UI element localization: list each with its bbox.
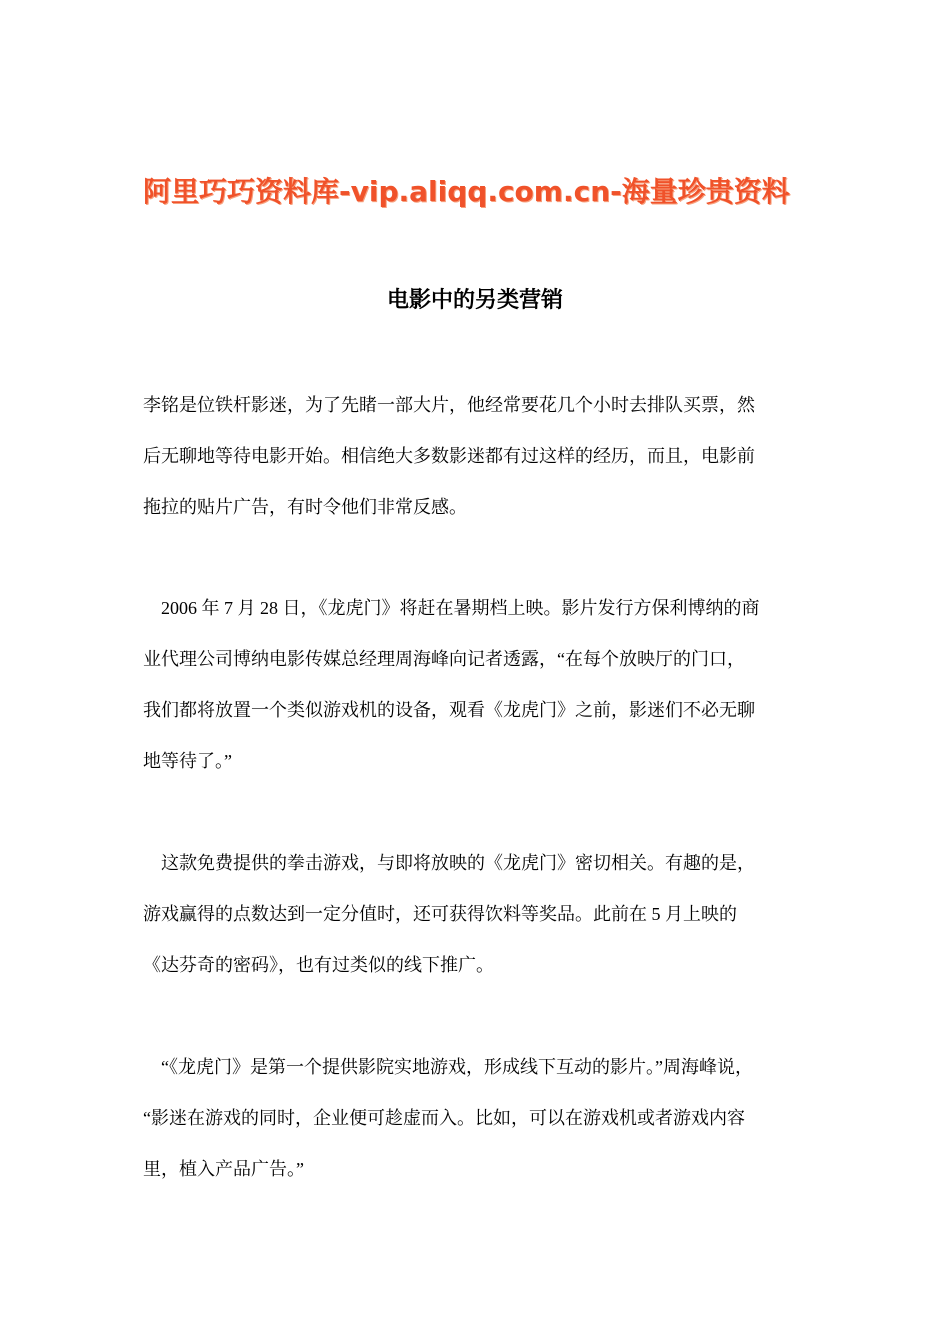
article-title: 电影中的另类营销 (386, 287, 563, 313)
paragraph-1 (143, 380, 833, 533)
paragraph-line: 业代理公司博纳电影传媒总经理周海峰向记者透露，“在每个放映厅的门口， (143, 649, 745, 669)
paragraph-4 (143, 1042, 833, 1195)
watermark-banner: 阿里巧巧资料库-vip.aliqq.com.cn-海量珍贵资料 (143, 175, 790, 208)
paragraph-line: 《达芬奇的密码》，也有过类似的线下推广。 (143, 955, 494, 975)
paragraph-line: 这款免费提供的拳击游戏，与即将放映的《龙虎门》密切相关。有趣的是， (143, 853, 755, 873)
paragraph-line: “影迷在游戏的同时，企业便可趁虚而入。比如，可以在游戏机或者游戏内容 (143, 1108, 745, 1128)
paragraph-3 (143, 838, 833, 991)
paragraph-line: 2006 年 7 月 28 日，《龙虎门》将赶在暑期档上映。影片发行方保利博纳的商 (143, 598, 760, 618)
paragraph-line: 里，植入产品广告。” (143, 1159, 304, 1179)
paragraph-line: 游戏赢得的点数达到一定分值时，还可获得饮料等奖品。此前在 5 月上映的 (143, 904, 737, 924)
paragraph-line: 拖拉的贴片广告，有时令他们非常反感。 (143, 497, 467, 517)
paragraph-line: “《龙虎门》是第一个提供影院实地游戏，形成线下互动的影片。”周海峰说， (143, 1057, 753, 1077)
paragraph-line: 我们都将放置一个类似游戏机的设备，观看《龙虎门》之前，影迷们不必无聊 (143, 700, 755, 720)
paragraph-2 (143, 583, 833, 787)
paragraph-line: 后无聊地等待电影开始。相信绝大多数影迷都有过这样的经历，而且，电影前 (143, 446, 755, 466)
paragraph-line: 地等待了。” (143, 751, 232, 771)
paragraph-line: 李铭是位铁杆影迷，为了先睹一部大片，他经常要花几个小时去排队买票，然 (143, 395, 755, 415)
